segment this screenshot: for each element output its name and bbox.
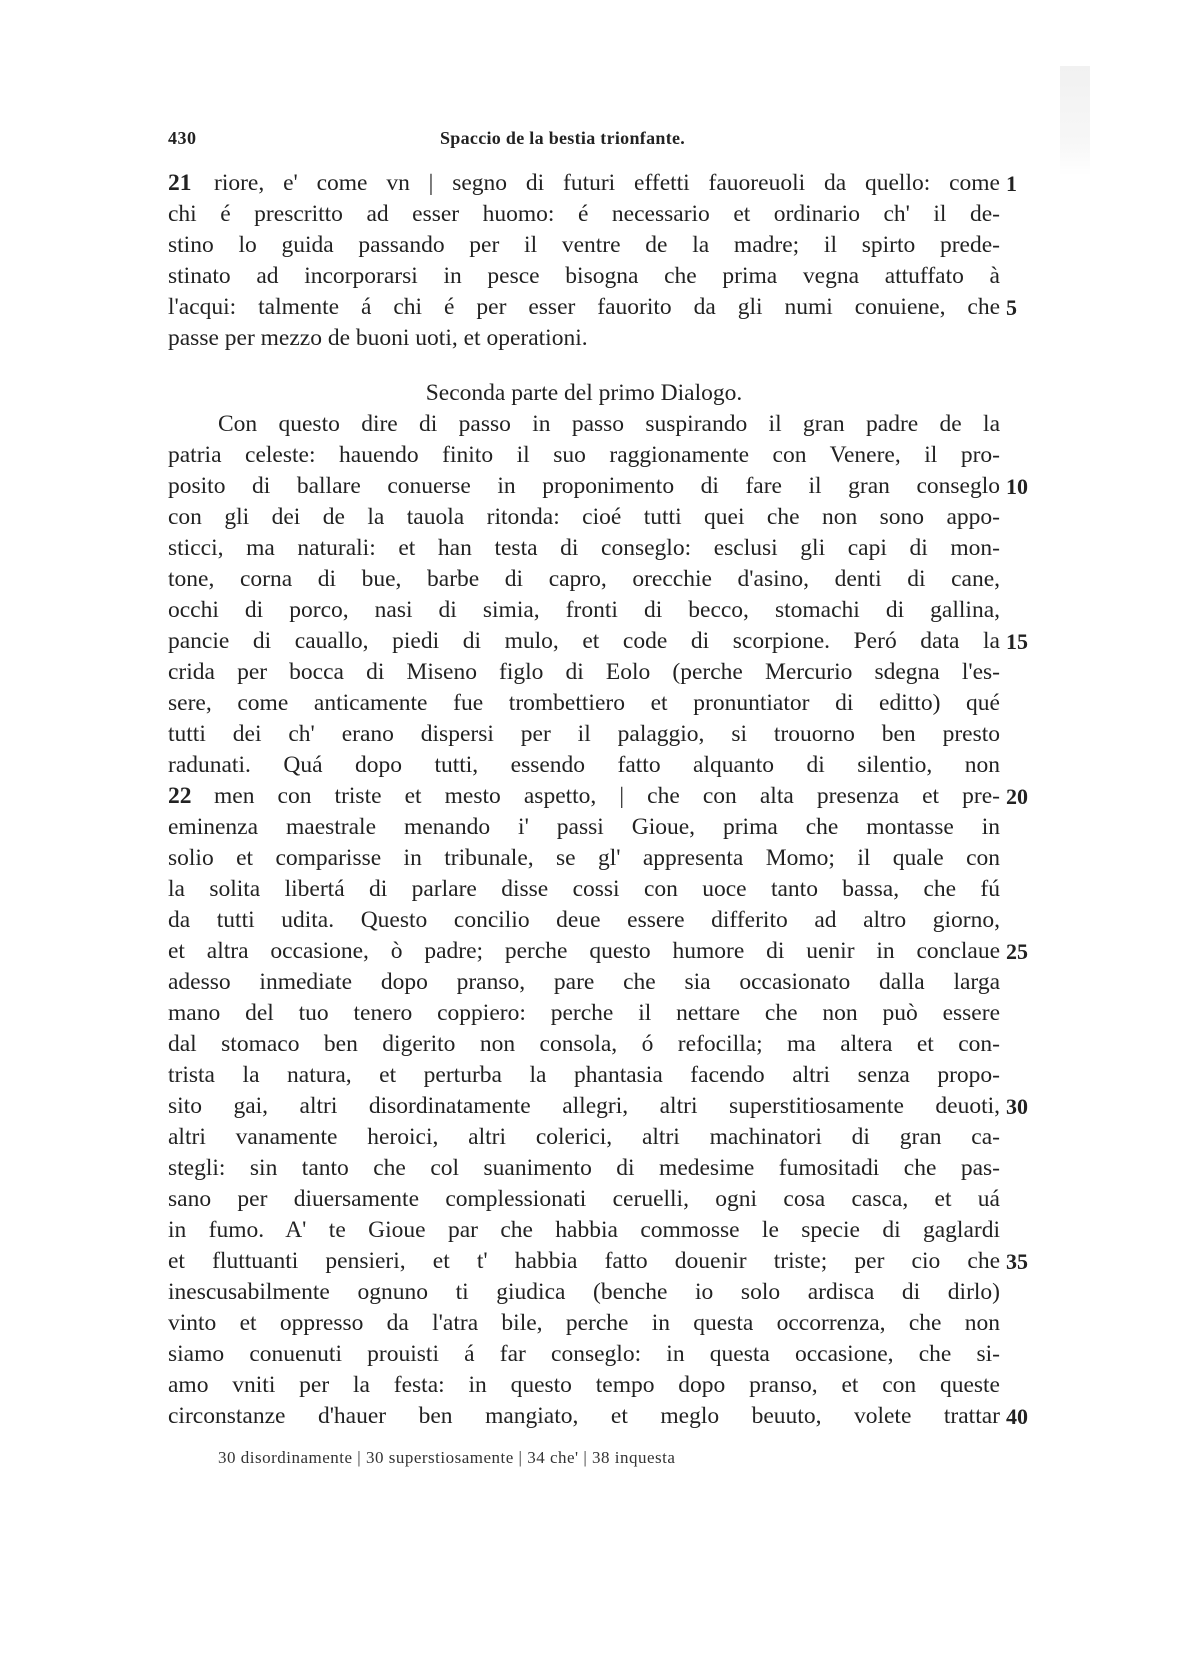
line-number: 15 xyxy=(1006,629,1028,654)
folio-marker: 22 xyxy=(168,783,192,809)
line-text: occhi di porco, nasi di simia, fronti di becco, stomachi di gallina, xyxy=(168,597,1000,623)
text-line xyxy=(168,323,1000,354)
text-line xyxy=(168,1153,1000,1184)
line-text: riore, e' come vn | segno di futuri effetti fauoreuoli da quello: come xyxy=(214,170,1000,196)
line-number: 40 xyxy=(1006,1404,1028,1429)
line-text: crida per bocca di Miseno figlo di Eolo (perche Mercurio sdegna l'es- xyxy=(168,659,1000,685)
line-text: con gli dei de la tauola ritonda: cioé tutti quei che non sono appo- xyxy=(168,504,1000,530)
text-line xyxy=(168,533,1000,564)
line-text: et altra occasione, ò padre; perche questo humore di uenir in conclaue xyxy=(168,938,1000,964)
text-line xyxy=(168,1339,1000,1370)
text-line xyxy=(168,750,1000,781)
text-line xyxy=(168,657,1000,688)
footnote-apparatus: 30 disordinamente | 30 superstiosamente | 34 che' | 38 inquesta xyxy=(218,1448,676,1467)
line-number: 1 xyxy=(1006,171,1017,196)
section-gap xyxy=(168,354,1000,378)
folio-marker: 21 xyxy=(168,170,192,196)
line-text: posito di ballare conuerse in proponimento di fare il gran conseglo xyxy=(168,473,1000,499)
line-text: adesso inmediate dopo pranso, pare che sia occasionato dalla larga xyxy=(168,969,1000,995)
text-line xyxy=(168,292,1017,323)
text-line xyxy=(168,409,1000,440)
section-title: Seconda parte del primo Dialogo. xyxy=(425,380,743,406)
line-number: 35 xyxy=(1006,1249,1028,1274)
text-line xyxy=(168,626,1028,657)
line-number: 25 xyxy=(1006,939,1028,964)
text-line xyxy=(168,1246,1028,1277)
line-text: tone, corna di bue, barbe di capro, orecchie d'asino, denti di cane, xyxy=(168,566,1000,592)
line-text: vinto et oppresso da l'atra bile, perche in questa occorrenza, che non xyxy=(168,1310,1000,1336)
text-line xyxy=(168,564,1000,595)
text-line xyxy=(168,1060,1000,1091)
text-line xyxy=(168,168,1017,199)
text-line xyxy=(168,261,1000,292)
text-line xyxy=(168,719,1000,750)
line-number: 5 xyxy=(1006,295,1017,320)
running-head: Spaccio de la bestia trionfante. xyxy=(440,128,686,148)
line-text: la solita libertá di parlare disse cossi con uoce tanto bassa, che fú xyxy=(168,876,1000,902)
line-text: circonstanze d'hauer ben mangiato, et meglo beuuto, volete trattar xyxy=(168,1403,1000,1429)
line-text: pancie di cauallo, piedi di mulo, et code di scorpione. Peró data la xyxy=(168,628,1000,654)
line-text: passe per mezzo de buoni uoti, et operationi. xyxy=(168,325,588,351)
line-text: dal stomaco ben digerito non consola, ó refocilla; ma altera et con- xyxy=(168,1031,1000,1057)
text-line xyxy=(168,1370,1000,1401)
line-text: solio et comparisse in tribunale, se gl' appresenta Momo; il quale con xyxy=(168,845,1000,871)
paragraph-2 xyxy=(168,409,1028,1432)
line-text: et fluttuanti pensieri, et t' habbia fatto douenir triste; per cio che xyxy=(168,1248,1000,1274)
line-text: radunati. Quá dopo tutti, essendo fatto alquanto di silentio, non xyxy=(168,752,1000,778)
text-line xyxy=(168,440,1000,471)
text-line xyxy=(168,502,1000,533)
line-text: trista la natura, et perturba la phantasia facendo altri senza propo- xyxy=(168,1062,1000,1088)
line-text: mano del tuo tenero coppiero: perche il nettare che non può essere xyxy=(168,1000,1000,1026)
main-text xyxy=(168,168,1028,1432)
text-line xyxy=(168,843,1000,874)
text-line xyxy=(168,595,1000,626)
text-line xyxy=(168,1277,1000,1308)
scan-edge-shadow xyxy=(1060,66,1090,176)
text-line xyxy=(168,812,1000,843)
text-line xyxy=(168,471,1028,502)
text-line xyxy=(168,230,1000,261)
line-text: siamo conuenuti prouisti á far conseglo: in questa occasione, che si- xyxy=(168,1341,1000,1367)
line-text: altri vanamente heroici, altri colerici, altri machinatori di gran ca- xyxy=(168,1124,1000,1150)
line-number: 20 xyxy=(1006,784,1028,809)
line-text: sticci, ma naturali: et han testa di conseglo: esclusi gli capi di mon- xyxy=(168,535,1000,561)
line-text: sito gai, altri disordinatamente allegri, altri superstitiosamente deuoti, xyxy=(168,1093,1000,1119)
line-text: sano per diuersamente complessionati ceruelli, ogni cosa casca, et uá xyxy=(168,1186,1000,1212)
line-text: eminenza maestrale menando i' passi Gioue, prima che montasse in xyxy=(168,814,1000,840)
line-number: 30 xyxy=(1006,1094,1028,1119)
text-line xyxy=(168,936,1028,967)
text-line xyxy=(168,967,1000,998)
text-line xyxy=(168,199,1000,230)
line-text: Con questo dire di passo in passo suspirando il gran padre de la xyxy=(218,411,1000,437)
line-text: amo vniti per la festa: in questo tempo dopo pranso, et con queste xyxy=(168,1372,1000,1398)
text-line xyxy=(168,1029,1000,1060)
line-text: stino lo guida passando per il ventre de la madre; il spirto prede- xyxy=(168,232,1000,258)
text-line xyxy=(168,1308,1000,1339)
text-line xyxy=(168,1401,1028,1432)
text-line xyxy=(168,1184,1000,1215)
line-text: sere, come anticamente fue trombettiero et pronuntiator di editto) qué xyxy=(168,690,1000,716)
line-text: patria celeste: hauendo finito il suo raggionamente con Venere, il pro- xyxy=(168,442,1000,468)
line-number: 10 xyxy=(1006,474,1028,499)
text-line xyxy=(168,874,1000,905)
text-line xyxy=(168,1122,1000,1153)
page-number: 430 xyxy=(168,128,197,148)
paragraph-1 xyxy=(168,168,1017,354)
line-text: chi é prescritto ad esser huomo: é necessario et ordinario ch' il de- xyxy=(168,201,1000,227)
line-text: da tutti udita. Questo concilio deue essere differito ad altro giorno, xyxy=(168,907,1000,933)
line-text: stegli: sin tanto che col suanimento di medesime fumositadi che pas- xyxy=(168,1155,1000,1181)
line-text: stinato ad incorporarsi in pesce bisogna che prima vegna attuffato à xyxy=(168,263,1000,289)
text-line xyxy=(168,1215,1000,1246)
text-line xyxy=(168,688,1000,719)
line-text: in fumo. A' te Gioue par che habbia commosse le specie di gaglardi xyxy=(168,1217,1000,1243)
line-text: men con triste et mesto aspetto, | che con alta presenza et pre- xyxy=(214,783,1000,809)
text-line xyxy=(168,1091,1028,1122)
line-text: tutti dei ch' erano dispersi per il palaggio, si trouorno ben presto xyxy=(168,721,1000,747)
text-line xyxy=(168,781,1028,812)
line-text: inescusabilmente ognuno ti giudica (benche io solo ardisca di dirlo) xyxy=(168,1279,1000,1305)
text-line xyxy=(168,998,1000,1029)
text-line xyxy=(168,905,1000,936)
line-text: l'acqui: talmente á chi é per esser fauorito da gli numi conuiene, che xyxy=(168,294,1000,320)
